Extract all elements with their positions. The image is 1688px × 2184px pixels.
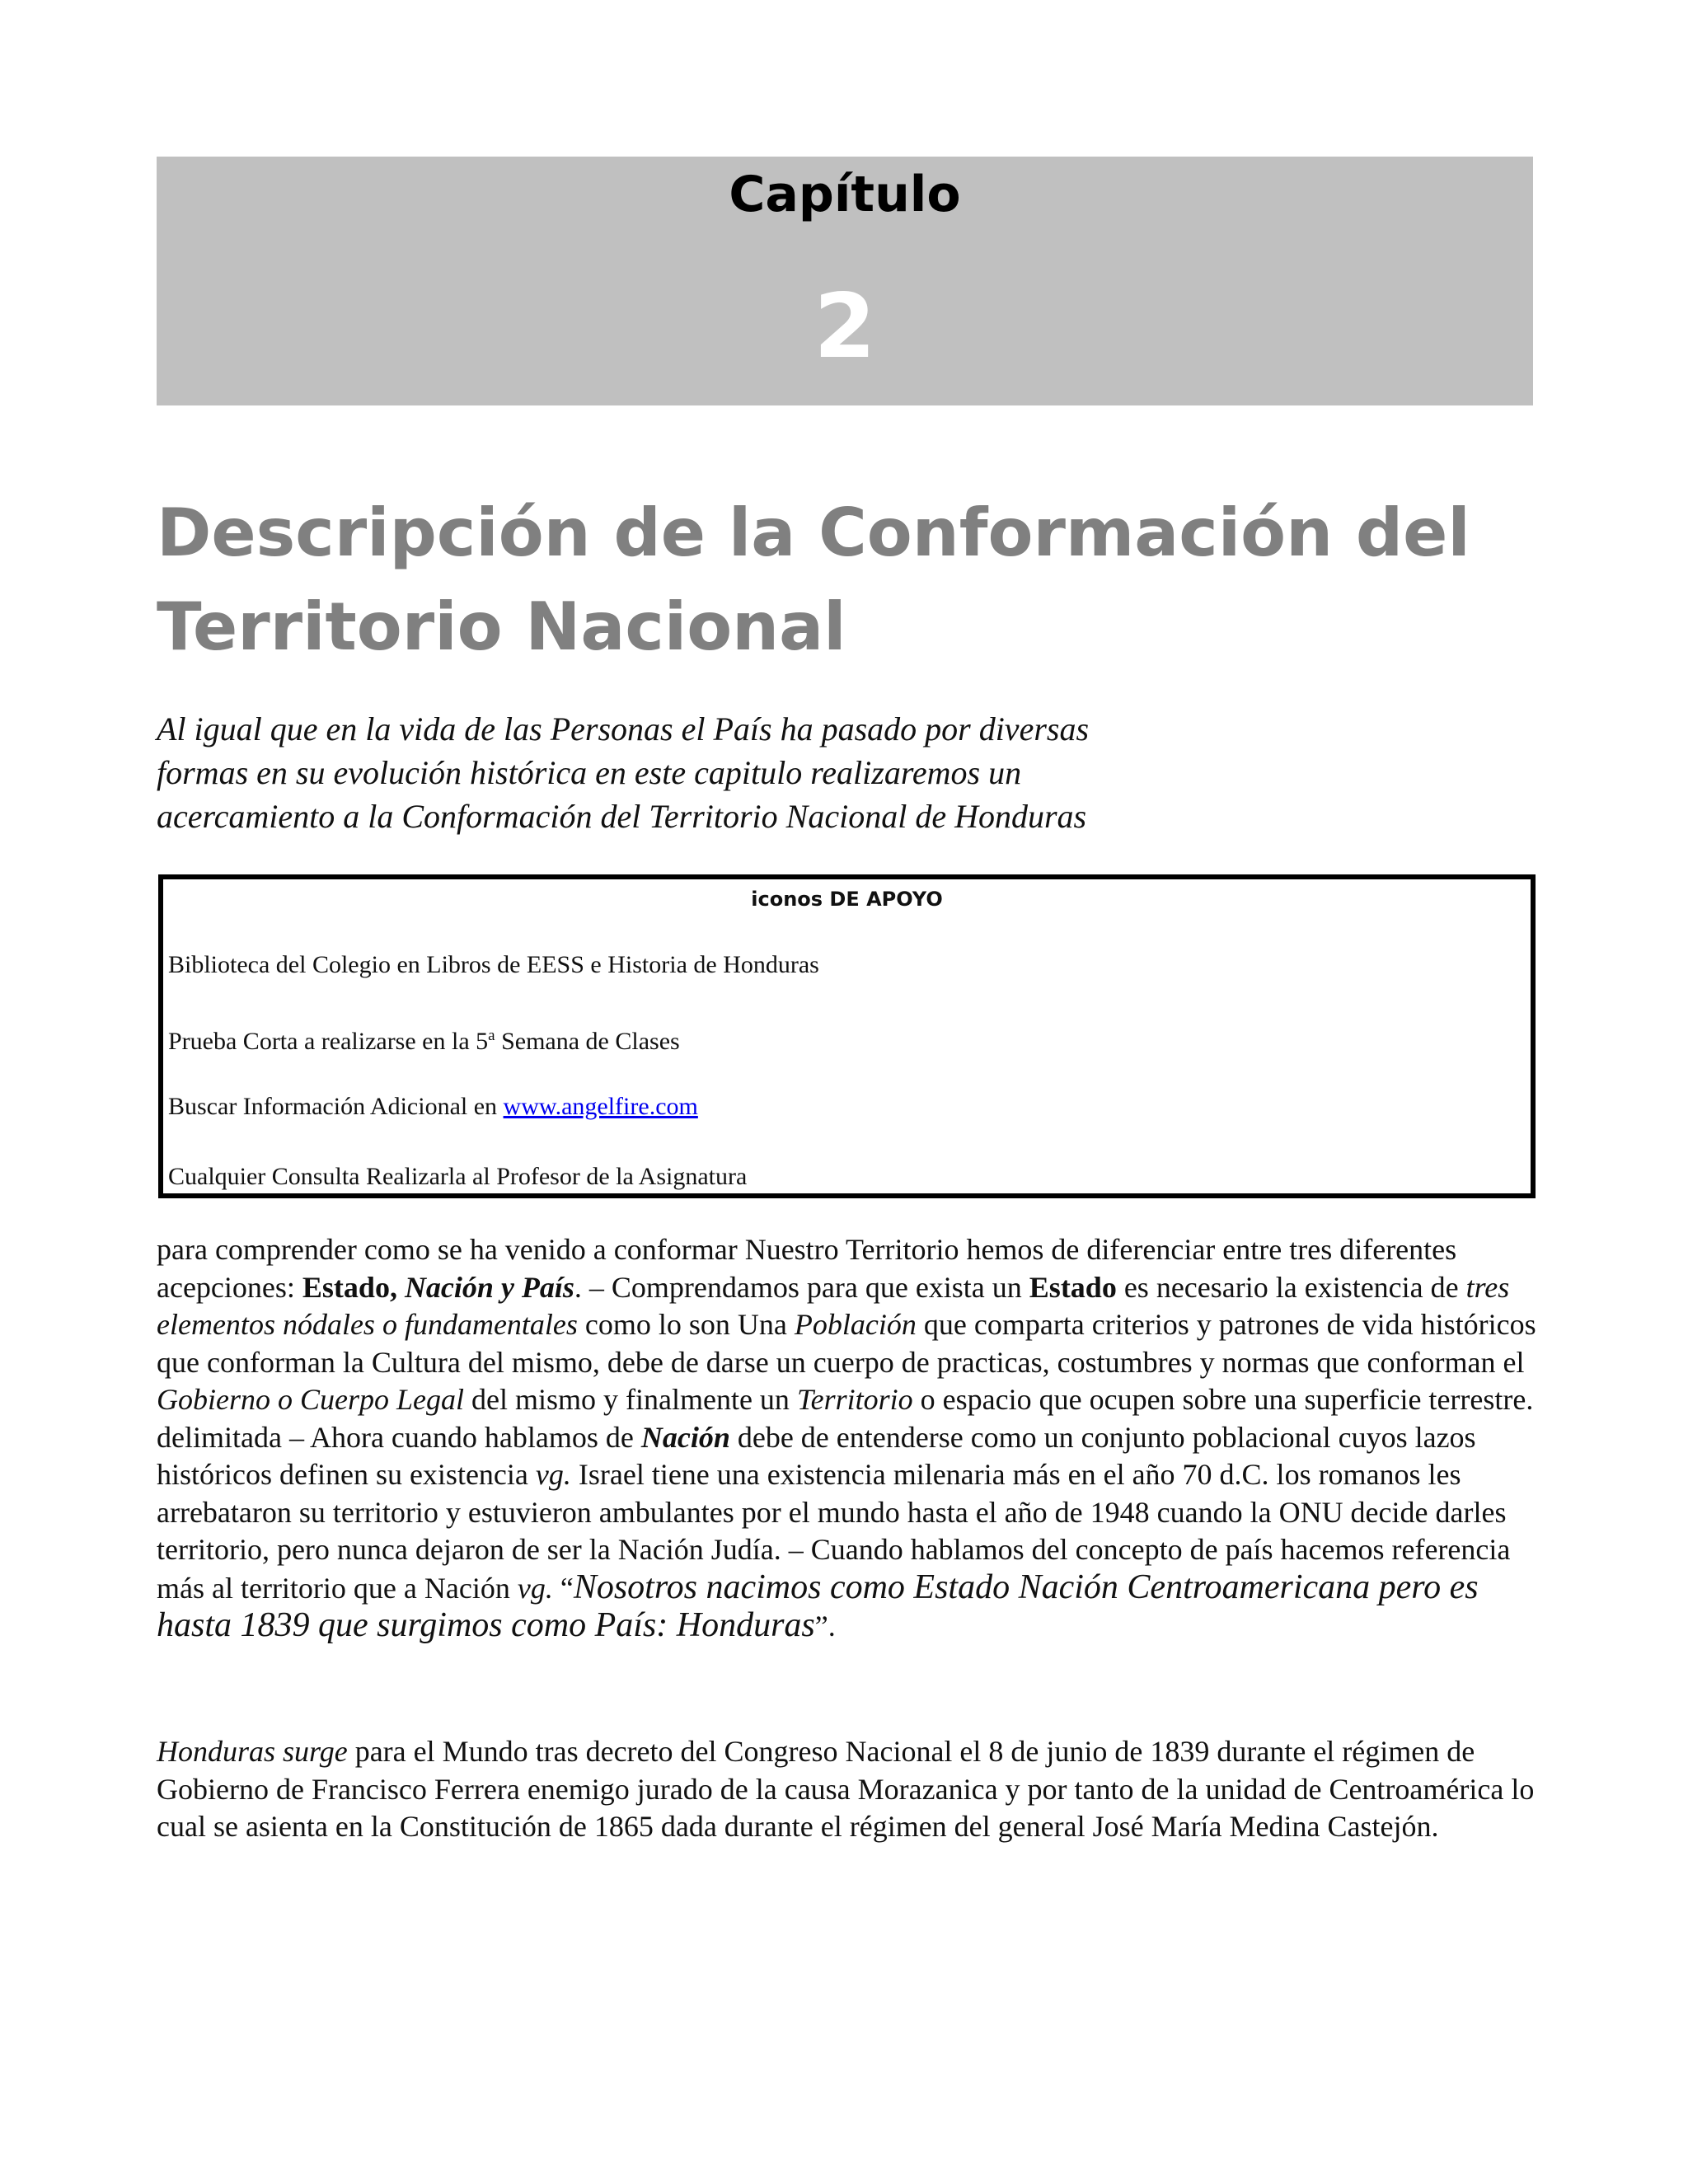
term-nacion-pais: Nación y País xyxy=(396,1270,574,1304)
p1-text-8: debe de entenderse como un conjunto poblacional cuyos lazos históricos definen su existencia xyxy=(157,1420,1476,1491)
angelfire-link[interactable]: www.angelfire.com xyxy=(503,1093,698,1120)
abbr-vg-1: vg. xyxy=(535,1458,571,1491)
chapter-banner xyxy=(157,157,1533,405)
support-box xyxy=(158,874,1536,1198)
chapter-number: 2 xyxy=(814,275,876,378)
quote-honduras: Nosotros nacimos como Estado Nación Centroamericana pero es hasta 1839 que surgimos como País: Honduras xyxy=(157,1568,1479,1644)
quote-open: “ xyxy=(552,1571,574,1605)
support-item-library: Biblioteca del Colegio en Libros de EESS e Historia de Honduras xyxy=(168,951,819,978)
quote-close: ”. xyxy=(814,1610,836,1643)
intro-line-3: acercamiento a la Conformación del Territorio Nacional de Honduras xyxy=(157,798,1087,835)
quiz-superscript: a xyxy=(488,1027,495,1044)
p2-text: para el Mundo tras decreto del Congreso Nacional el 8 de junio de 1839 durante el régimen de Gobierno de Francisco Ferrera enemigo jurado de la causa Morazanica y por tanto de la unidad de Centroamérica lo cual se asienta en la Constitución de 1865 dada durante el régimen del general José María Medina Castejón. xyxy=(157,1735,1535,1843)
intro-text xyxy=(157,707,1393,838)
title-line-1: Descripción de la Conformación del xyxy=(157,494,1470,571)
paragraph-concepts xyxy=(157,1231,1541,1646)
p1-text-5: que comparta criterios y patrones de vida históricos que conforman la Cultura del mismo, debe de darse un cuerpo de practicas, costumbres y normas que conforman el xyxy=(157,1308,1536,1379)
p1-text-6: del mismo y finalmente un xyxy=(464,1383,797,1416)
search-text: Buscar Información Adicional en xyxy=(168,1093,504,1120)
term-honduras-surge: Honduras surge xyxy=(157,1735,348,1768)
support-item-search xyxy=(168,1092,698,1122)
quiz-text-pre: Prueba Corta a realizarse en la 5 xyxy=(168,1028,489,1055)
p1-text-1: para comprender como se ha venido a conformar Nuestro Territorio hemos de diferenciar entre tres diferentes acepciones: xyxy=(157,1233,1457,1304)
term-estado: Estado, xyxy=(302,1270,397,1304)
p1-text-7: o espacio que ocupen sobre una superficie terrestre. delimitada – Ahora cuando hablamos de xyxy=(157,1383,1534,1454)
term-estado-2: Estado xyxy=(1029,1270,1117,1304)
p1-text-2: . – Comprendamos para que exista un xyxy=(574,1270,1029,1304)
page-title xyxy=(157,486,1558,674)
paragraph-honduras xyxy=(157,1733,1541,1846)
abbr-vg-2: vg. xyxy=(517,1571,553,1605)
p1-text-9: Israel tiene una existencia milenaria más en el año 70 d.C. los romanos les arrebataron su territorio y estuvieron ambulantes por el mundo hasta el año de 1948 cuando la ONU decide darles territorio, pero nunca dejaron de ser la Nación Judía. – Cuando hablamos del concepto de país hacemos referencia más al territorio que a Nación xyxy=(157,1458,1511,1605)
p1-text-4: como lo son Una xyxy=(577,1308,795,1341)
p1-text-3: es necesario la existencia de xyxy=(1116,1270,1466,1304)
intro-line-1: Al igual que en la vida de las Personas el País ha pasado por diversas xyxy=(157,710,1090,748)
term-nacion: Nación xyxy=(640,1420,730,1454)
support-heading: iconos DE APOYO xyxy=(751,888,943,911)
title-line-2: Territorio Nacional xyxy=(157,588,846,665)
term-elementos: tres elementos nódales o fundamentales xyxy=(157,1270,1510,1341)
term-territorio: Territorio xyxy=(796,1383,913,1416)
quiz-text-post: Semana de Clases xyxy=(495,1028,680,1055)
chapter-label: Capítulo xyxy=(729,166,961,223)
support-item-quiz xyxy=(168,1021,680,1057)
support-item-consult: Cualquier Consulta Realizarla al Profesor de la Asignatura xyxy=(168,1163,748,1190)
term-poblacion: Población xyxy=(794,1308,917,1341)
term-gobierno: Gobierno o Cuerpo Legal xyxy=(157,1383,464,1416)
intro-line-2: formas en su evolución histórica en este capitulo realizaremos un xyxy=(157,754,1022,791)
